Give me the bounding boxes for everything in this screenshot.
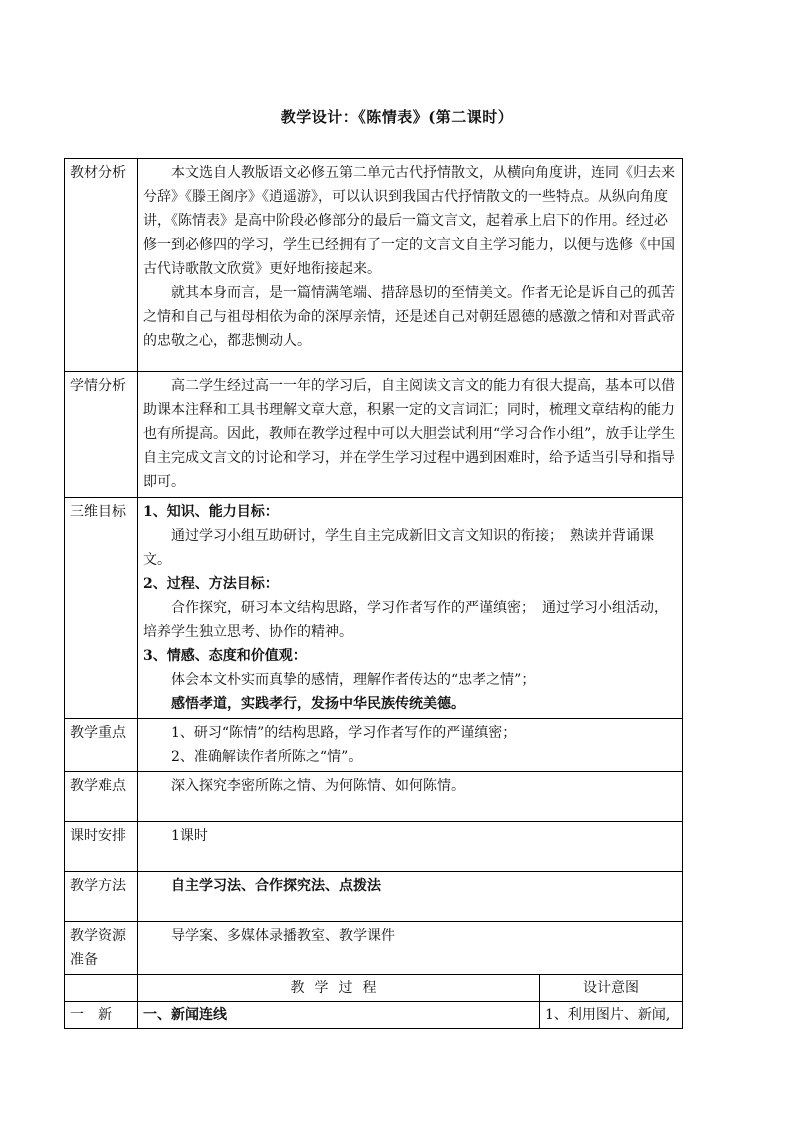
content-textbook-analysis <box>138 159 683 372</box>
process-stage-content: 一、新闻连线 <box>138 1002 540 1029</box>
row-resources <box>65 922 683 975</box>
row-hours <box>65 822 683 872</box>
label-key-points: 教学重点 <box>65 719 138 772</box>
label-textbook-analysis: 教材分析 <box>65 159 138 372</box>
row-process-1 <box>65 1002 683 1029</box>
students-paragraph: 高二学生经过高一一年的学习后，自主阅读文言文的能力有很大提高，基本可以借助课本注释和工具书理解文章大意，积累一定的文言词汇；同时，梳理文章结构的能力也有所提高。因此，教师在教学过程中可以大胆尝试利用“学习合作小组”，放手让学生自主完成文言文的讨论和学习，并在学生学习过程中遇到困难时，给予适当引导和指导即可。 <box>143 378 676 490</box>
goal-text-knowledge: 通过学习小组互助研讨，学生自主完成新旧文言文知识的衔接； 熟读并背诵课文。 <box>143 528 654 568</box>
difficulty-text: 深入探究李密所陈之情、为何陈情、如何陈情。 <box>171 778 465 794</box>
content-resources <box>138 922 683 975</box>
content-hours <box>138 822 683 872</box>
goal-text-emotion: 体会本文朴实而真挚的感情，理解作者传达的“忠孝之情”； <box>171 672 536 688</box>
hours-text: 1课时 <box>171 828 208 844</box>
analysis-paragraph-1: 本文选自人教版语文必修五第二单元古代抒情散文，从横向角度讲，连同《归去来兮辞》《滕王阁序》《逍遥游》，可以认识到我国古代抒情散文的一些特点。从纵向角度讲，《陈情表》是高中阶段必修部分的最后一篇文言文，起着承上启下的作用。经过必修一到必修四的学习，学生已经拥有了一定的文言文自主学习能力，以便与选修《中国古代诗歌散文欣赏》更好地衔接起来。 <box>143 165 675 277</box>
row-student-analysis <box>65 372 683 498</box>
row-process-header <box>65 975 683 1002</box>
label-student-analysis: 学情分析 <box>65 372 138 498</box>
resources-text: 导学案、多媒体录播教室、教学课件 <box>171 928 395 944</box>
goal-heading-process: 2、过程、方法目标： <box>143 576 279 592</box>
process-header-blank <box>65 975 138 1002</box>
content-key-points <box>138 719 683 772</box>
row-method <box>65 872 683 922</box>
goal-text-virtue: 感悟孝道，实践孝行，发扬中华民族传统美德。 <box>171 696 465 712</box>
process-header: 教学过程 <box>138 975 540 1002</box>
design-intent-header: 设计意图 <box>540 975 683 1002</box>
lesson-plan-table <box>64 158 683 1029</box>
row-textbook-analysis <box>65 159 683 372</box>
label-hours: 课时安排 <box>65 822 138 872</box>
process-stage-label: 一 新 <box>65 1002 138 1029</box>
process-stage-design: 1、利用图片、新闻, <box>540 1002 683 1029</box>
key-point-2: 2、准确解读作者所陈之“情”。 <box>171 749 363 765</box>
key-point-1: 1、研习“陈情”的结构思路，学习作者写作的严谨缜密； <box>171 725 517 741</box>
row-difficulties <box>65 772 683 822</box>
goal-heading-knowledge: 1、知识、能力目标： <box>143 504 279 520</box>
content-difficulties <box>138 772 683 822</box>
goal-text-process: 合作探究，研习本文结构思路，学习作者写作的严谨缜密； 通过学习小组活动，培养学生独立思考、协作的精神。 <box>143 600 668 640</box>
row-three-goals <box>65 498 683 719</box>
content-student-analysis <box>138 372 683 498</box>
row-key-points <box>65 719 683 772</box>
method-text: 自主学习法、合作探究法、点拨法 <box>171 878 381 894</box>
page-title: 教学设计：《陈情表》(第二课时） <box>280 108 514 126</box>
content-method <box>138 872 683 922</box>
goal-heading-emotion: 3、情感、态度和价值观： <box>143 648 307 664</box>
label-three-goals: 三维目标 <box>65 498 138 719</box>
label-method: 教学方法 <box>65 872 138 922</box>
label-difficulties: 教学难点 <box>65 772 138 822</box>
label-resources: 教学资源准备 <box>65 922 138 975</box>
analysis-paragraph-2: 就其本身而言，是一篇情满笔端、措辞恳切的至情美文。作者无论是诉自己的孤苦之情和自己与祖母相依为命的深厚亲情，还是述自己对朝廷恩德的感激之情和对晋武帝的忠敬之心，都悲恻动人。 <box>143 285 675 349</box>
content-three-goals <box>138 498 683 719</box>
